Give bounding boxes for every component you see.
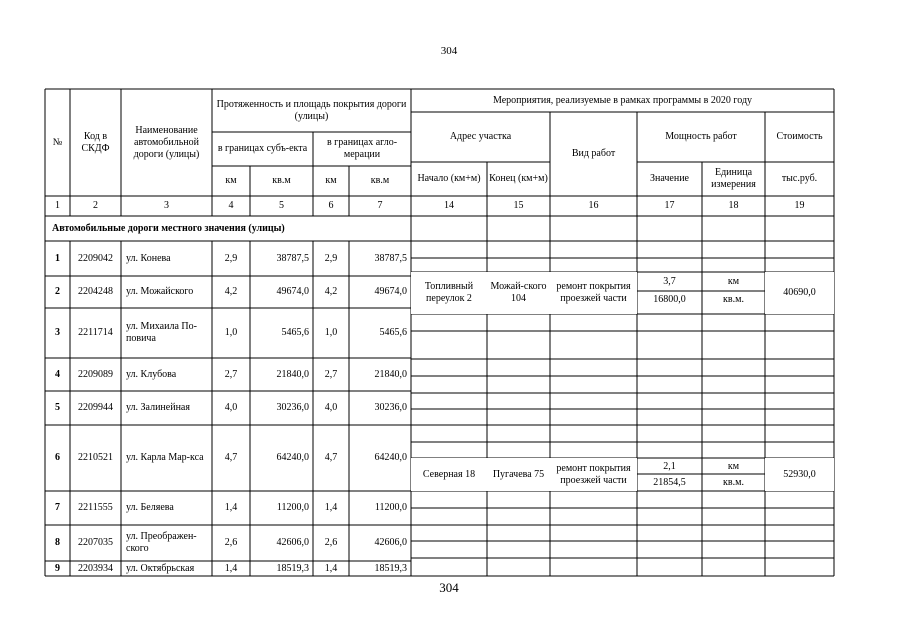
row-sqm-subject: 64240,0 <box>276 452 309 463</box>
row-road-name: ул. Октябрьская <box>126 562 195 574</box>
row-unit-sqm: кв.м. <box>723 476 744 488</box>
column-number: 16 <box>588 200 599 211</box>
row-road-name: ул. Беляева <box>126 502 174 513</box>
column-number: 5 <box>279 200 284 211</box>
row-number: 1 <box>55 252 60 264</box>
header-km-2: км <box>325 175 337 186</box>
column-number: 2 <box>93 200 98 211</box>
row-sqm-subject: 11200,0 <box>276 502 309 513</box>
row-km-agglomeration: 1,4 <box>324 502 338 513</box>
row-km-agglomeration: 1,0 <box>324 327 338 338</box>
row-sqm-subject: 21840,0 <box>276 368 309 380</box>
header-sqm-2: кв.м <box>370 175 390 186</box>
row-number: 8 <box>55 537 60 548</box>
row-value-sqm: 16800,0 <box>653 294 686 305</box>
row-code: 2211714 <box>78 327 113 338</box>
row-km-subject: 4,0 <box>224 402 238 413</box>
row-km-agglomeration: 1,4 <box>324 562 338 574</box>
row-km-subject: 1,0 <box>224 327 238 338</box>
row-unit-sqm: кв.м. <box>723 294 744 305</box>
row-km-agglomeration: 2,9 <box>324 252 338 264</box>
row-sqm-subject: 30236,0 <box>276 402 309 413</box>
row-sqm-agglomeration: 30236,0 <box>374 402 407 413</box>
row-end-address: Пугачева 75 <box>487 458 550 491</box>
header-subject: в границах субъ-екта <box>217 143 308 154</box>
header-unit: Единица измерения <box>711 167 756 190</box>
row-road-name: ул. Михаила По-повича <box>126 321 197 344</box>
row-work-type: ремонт покрытия проезжей части <box>550 272 637 314</box>
row-sqm-subject: 5465,6 <box>281 327 309 338</box>
row-road-name: ул. Конева <box>126 252 171 264</box>
column-number: 14 <box>444 200 454 211</box>
row-sqm-agglomeration: 64240,0 <box>374 452 407 463</box>
row-road-name: ул. Клубова <box>126 368 177 380</box>
row-value-sqm: 21854,5 <box>653 476 686 488</box>
row-sqm-subject: 38787,5 <box>276 252 309 264</box>
row-sqm-agglomeration: 21840,0 <box>374 368 407 380</box>
header-program: Мероприятия, реализуемые в рамках программы в 2020 году <box>492 94 753 106</box>
header-cost-unit: тыс.руб. <box>781 173 818 184</box>
row-code: 2209944 <box>78 402 113 413</box>
page-number-bottom: 304 <box>439 580 459 595</box>
row-km-subject: 1,4 <box>224 502 238 513</box>
row-number: 7 <box>55 502 60 513</box>
section-title: Автомобильные дороги местного значения (улицы) <box>52 222 285 234</box>
header-length-area: Протяженность и площадь покрытия дороги (улицы) <box>216 98 407 122</box>
column-number: 1 <box>55 200 60 211</box>
row-code: 2203934 <box>78 562 113 574</box>
header-km-1: км <box>225 175 237 186</box>
row-sqm-subject: 49674,0 <box>276 286 309 297</box>
column-number: 18 <box>728 200 739 211</box>
column-number: 17 <box>664 200 675 211</box>
row-number: 4 <box>55 368 60 380</box>
row-sqm-subject: 42606,0 <box>276 537 309 548</box>
row-km-agglomeration: 4,2 <box>324 286 338 297</box>
row-sqm-agglomeration: 5465,6 <box>379 327 407 338</box>
header-value: Значение <box>649 173 689 184</box>
row-number: 6 <box>55 452 60 463</box>
header-agglomeration: в границах агло-мерации <box>326 137 398 160</box>
row-km-agglomeration: 2,6 <box>324 537 338 548</box>
row-road-name: ул. Можайского <box>126 286 194 297</box>
row-code: 2210521 <box>78 452 113 463</box>
row-number: 3 <box>55 327 60 338</box>
column-number: 4 <box>228 200 234 211</box>
row-cost: 52930,0 <box>765 458 834 491</box>
header-sqm-1: кв.м <box>272 175 291 186</box>
row-road-name: ул. Преображен-ского <box>126 531 197 554</box>
header-work-type: Вид работ <box>571 148 616 159</box>
header-capacity: Мощность работ <box>665 131 737 142</box>
row-start-address: Северная 18 <box>411 458 487 491</box>
header-cost: Стоимость <box>776 131 823 142</box>
column-number: 19 <box>794 200 805 211</box>
row-km-subject: 4,2 <box>224 286 238 297</box>
row-value-km: 3,7 <box>663 276 676 287</box>
column-number: 3 <box>164 200 169 211</box>
row-sqm-agglomeration: 18519,3 <box>374 562 407 574</box>
page-number-top: 304 <box>440 45 458 57</box>
row-km-subject: 1,4 <box>224 562 238 574</box>
row-start-address: Топливный переулок 2 <box>411 272 487 314</box>
row-code: 2209042 <box>78 252 113 264</box>
row-code: 2211555 <box>78 502 113 513</box>
row-sqm-subject: 18519,3 <box>276 562 309 574</box>
row-cost: 40690,0 <box>765 272 834 314</box>
row-code: 2209089 <box>78 368 113 380</box>
row-km-subject: 2,9 <box>224 252 238 264</box>
row-sqm-agglomeration: 38787,5 <box>374 252 407 264</box>
row-sqm-agglomeration: 11200,0 <box>374 502 407 513</box>
row-road-name: ул. Залинейная <box>126 402 190 413</box>
column-number: 15 <box>513 200 524 211</box>
row-unit-km: км <box>727 460 740 472</box>
header-start: Начало (км+м) <box>417 173 481 184</box>
row-road-name: ул. Карла Мар-кса <box>126 452 204 463</box>
column-number: 7 <box>377 200 383 211</box>
row-sqm-agglomeration: 42606,0 <box>374 537 407 548</box>
column-number: 6 <box>328 200 334 211</box>
row-number: 5 <box>55 402 60 413</box>
row-number: 2 <box>55 286 60 297</box>
row-km-subject: 2,7 <box>224 368 238 380</box>
row-number: 9 <box>55 562 60 574</box>
row-value-km: 2,1 <box>663 460 676 472</box>
header-no: № <box>52 136 63 148</box>
row-work-type: ремонт покрытия проезжей части <box>550 458 637 491</box>
header-road-name: Наименование автомобильной дороги (улицы) <box>133 124 200 160</box>
row-km-subject: 4,7 <box>224 452 238 463</box>
row-km-agglomeration: 4,0 <box>324 402 338 413</box>
row-km-agglomeration: 4,7 <box>324 452 338 463</box>
row-end-address: Можай-ского 104 <box>487 272 550 314</box>
row-km-agglomeration: 2,7 <box>324 368 338 380</box>
header-address: Адрес участка <box>449 131 512 142</box>
header-end: Конец (км+м) <box>489 173 548 184</box>
row-km-subject: 2,6 <box>224 537 238 548</box>
row-sqm-agglomeration: 49674,0 <box>374 286 407 297</box>
row-unit-km: км <box>727 276 740 287</box>
row-code: 2204248 <box>78 286 113 297</box>
row-code: 2207035 <box>78 537 113 548</box>
header-code: Код в СКДФ <box>81 130 110 154</box>
